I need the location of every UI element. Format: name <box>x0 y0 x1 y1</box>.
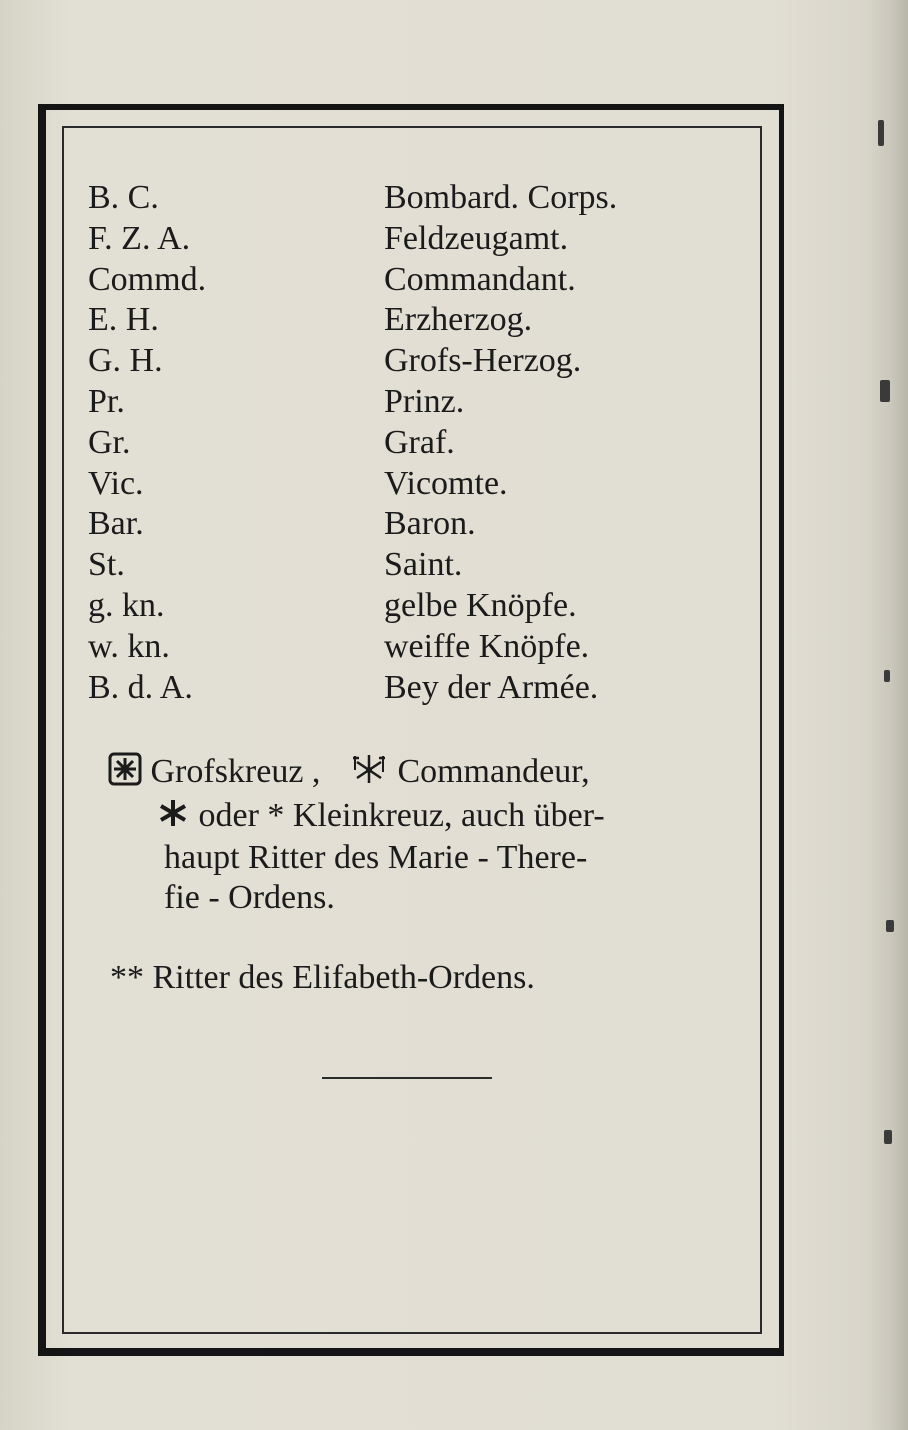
abbreviation-row <box>88 341 708 382</box>
abbreviation-meaning: Graf. <box>384 423 455 461</box>
abbreviation-row <box>88 504 708 545</box>
abbreviation: B. C. <box>88 179 159 216</box>
abbreviation-meaning: Bey der Armée. <box>384 668 599 706</box>
margin-mark <box>880 380 890 402</box>
abbreviation: E. H. <box>88 301 159 339</box>
abbreviation-row <box>88 627 708 668</box>
abbreviation: G. H. <box>88 342 163 380</box>
abbreviation-row <box>88 260 708 301</box>
abbreviation-meaning: Vicomte. <box>384 464 508 502</box>
order-symbol-legend <box>108 752 758 918</box>
abbreviation-meaning: Commandant. <box>384 260 576 298</box>
abbreviation: Pr. <box>88 382 125 420</box>
legend-line-4: fie - Ordens. <box>164 879 335 917</box>
abbreviation-meaning: Grofs-Herzog. <box>384 342 582 380</box>
commander-label: Commandeur, <box>397 753 590 790</box>
abbreviation: Vic. <box>88 464 144 502</box>
grand-cross-icon <box>108 752 142 796</box>
legend-line-3: haupt Ritter des Marie - There- <box>164 839 588 877</box>
asterisk-icon <box>156 798 190 838</box>
abbreviation-meaning: Prinz. <box>384 382 465 420</box>
abbreviation: St. <box>88 546 125 584</box>
abbreviation: g. kn. <box>88 586 165 624</box>
abbreviation-row <box>88 545 708 586</box>
abbreviation-row <box>88 586 708 627</box>
abbreviation-row <box>88 423 708 464</box>
margin-mark <box>886 920 894 932</box>
abbreviation-row <box>88 219 708 260</box>
legend-line-1 <box>108 752 758 796</box>
abbreviation-list <box>88 178 708 708</box>
small-cross-text: oder * Kleinkreuz, auch über- <box>198 797 605 835</box>
abbreviation: F. Z. A. <box>88 219 191 257</box>
abbreviation: Gr. <box>88 423 131 461</box>
grand-cross-label: Grofskreuz , <box>150 753 321 790</box>
abbreviation-row <box>88 382 708 423</box>
abbreviation: Bar. <box>88 505 144 543</box>
abbreviation-row <box>88 668 708 709</box>
abbreviation-row <box>88 178 708 219</box>
abbreviation: Commd. <box>88 260 207 298</box>
legend-line-2 <box>108 796 758 838</box>
margin-mark <box>884 670 890 682</box>
page-edge-shadow <box>866 0 908 1430</box>
abbreviation-meaning: Baron. <box>384 505 476 543</box>
abbreviation-meaning: Saint. <box>384 546 463 584</box>
elisabeth-order-note: ** Ritter des Elifabeth-Ordens. <box>110 959 535 996</box>
margin-mark <box>878 120 884 146</box>
abbreviation: w. kn. <box>88 627 170 665</box>
abbreviation: B. d. A. <box>88 668 193 706</box>
commander-cross-icon <box>349 752 389 796</box>
abbreviation-meaning: weiffe Knöpfe. <box>384 627 590 665</box>
abbreviation-meaning: Feldzeugamt. <box>384 219 569 257</box>
abbreviation-meaning: Erzherzog. <box>384 301 533 339</box>
margin-mark <box>884 1130 892 1144</box>
abbreviation-row <box>88 464 708 505</box>
closing-rule <box>322 1077 492 1079</box>
abbreviation-meaning: gelbe Knöpfe. <box>384 586 577 624</box>
abbreviation-row <box>88 300 708 341</box>
abbreviation-meaning: Bombard. Corps. <box>384 179 618 216</box>
